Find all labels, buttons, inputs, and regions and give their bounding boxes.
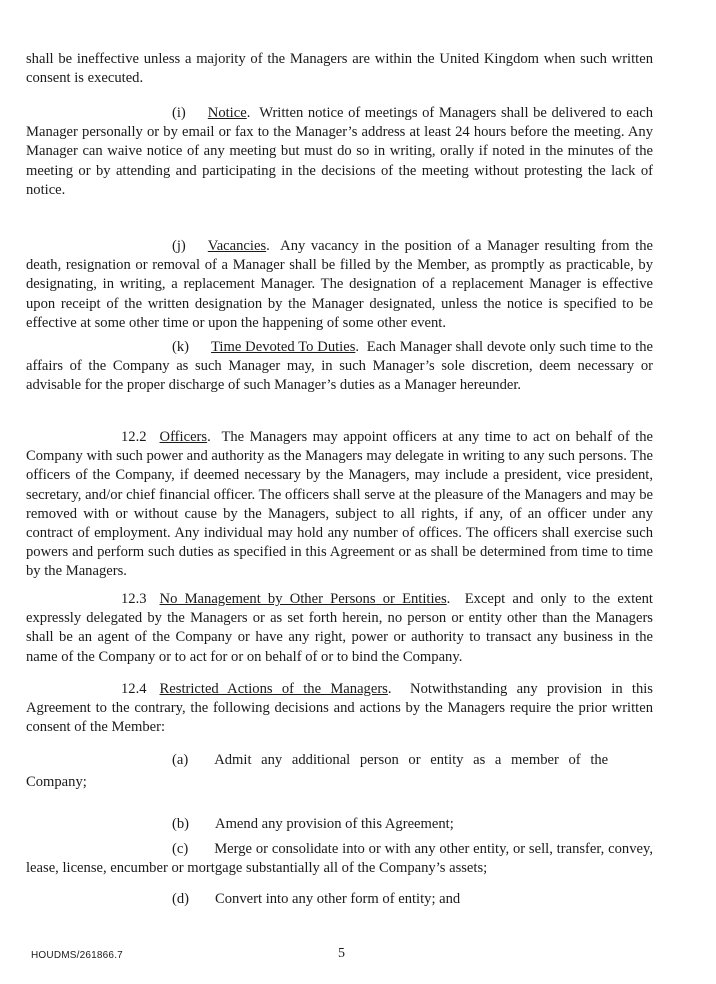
paragraph-k-time-devoted: (k) Time Devoted To Duties. Each Manager shall devote only such time to the affairs of the Company as such Manager may, in such Manager’s sole discretion, deem necessary or advisable for the proper discharge of such Manager’s duties as a Manager hereunder. xyxy=(26,339,654,394)
list-item-b xyxy=(172,815,454,834)
section-12-3-no-management: 12.3 No Management by Other Persons or Entities. Except and only to the extent expressly delegated by the Managers or as set forth herein, no person or entity other than the Managers shall be an agent of the Company or have any right, power or authority to transact any business in the name of the Company or to act for or on behalf of or to bind the Company. xyxy=(26,591,653,665)
list-item-a xyxy=(172,751,608,770)
section-number: 12.4 xyxy=(121,681,147,697)
item-text: Convert into any other form of entity; and xyxy=(215,891,461,907)
page-number: 5 xyxy=(338,946,345,961)
item-text: Merge or consolidate into or with any other entity, or sell, transfer, convey, lease, license, encumber or mortgage substantially all of the Company’s assets; xyxy=(26,841,653,877)
item-text: Admit any additional person or entity as a member of the xyxy=(214,752,609,768)
item-number: (d) xyxy=(172,891,190,907)
clause-heading: Time Devoted To Duties xyxy=(211,339,356,355)
clause-heading: Vacancies xyxy=(207,238,267,254)
paragraph-i-notice: (i) Notice. Written notice of meetings of Managers shall be delivered to each Manager personally or by email or fax to the Manager’s address at least 24 hours before the meeting. Any Manager can waive notice of any meeting but must do so in writing, orally if noted in the minutes of the meeting or by attending and participating in the decisions of the meeting without protesting the lack of notice. xyxy=(26,105,653,198)
clause-number: (i) xyxy=(172,105,186,121)
section-heading: No Management by Other Persons or Entities xyxy=(159,591,447,607)
section-12-4-restricted-actions: 12.4 Restricted Actions of the Managers. Notwithstanding any provision in this Agreement to the contrary, the following decisions and actions by the Managers require the prior written consent of the Member: xyxy=(26,681,653,736)
paragraph-j-vacancies: (j) Vacancies. Any vacancy in the position of a Manager resulting from the death, resignation or removal of a Manager shall be filled by the Member, as promptly as practicable, by designating, in writing, a replacement Manager. The designation of a replacement Manager is effective upon receipt of the written designation by the Manager designated, unless the notice is specified to be effective at some other time or upon the happening of some other event. xyxy=(26,238,653,331)
section-text: The Managers may appoint officers at any time to act on behalf of the Company with such power and authority as the Managers may delegate in writing to any such persons. The officers of the Company, if deemed necessary by the Managers, may include a president, vice president, secretary, and/or chief financial officer. The officers shall serve at the pleasure of the Managers and may be removed with or without cause by the Managers, subject to all rights, if any, of an officer under any contract of employment. Any individual may hold any number of offices. The officers shall exercise such powers and perform such duties as specified in this Agreement or as shall be determined from time to time by the Managers. xyxy=(26,429,653,580)
section-12-2-officers: 12.2 Officers. The Managers may appoint officers at any time to act on behalf of the Company with such power and authority as the Managers may delegate in writing to any such persons. The officers of the Company, if deemed necessary by the Managers, may include a president, vice president, secretary, and/or chief financial officer. The officers shall serve at the pleasure of the Managers and may be removed with or without cause by the Managers, subject to all rights, if any, of an officer under any contract of employment. Any individual may hold any number of offices. The officers shall exercise such powers and perform such duties as specified in this Agreement or as shall be determined from time to time by the Managers. xyxy=(26,429,653,580)
item-text: Amend any provision of this Agreement; xyxy=(215,816,454,832)
item-number: (a) xyxy=(172,752,189,768)
list-item-c xyxy=(26,840,653,878)
clause-heading: Notice xyxy=(207,105,247,121)
clause-text: Any vacancy in the position of a Manager resulting from the death, resignation or removal of a Manager shall be filled by the Member, as promptly as practicable, by designating, in writing, a replacement Manager. The designation of a replacement Manager is effective upon receipt of the written designation by the Manager designated, unless the notice is specified to be effective at some other time or upon the happening of some other event. xyxy=(26,238,653,331)
item-number: (c) xyxy=(172,841,189,857)
section-text: Except and only to the extent expressly delegated by the Managers or as set forth herein, no person or entity other than the Managers shall be an agent of the Company or have any right, power or authority to transact any business in the name of the Company or to act for or on behalf of or to bind the Company. xyxy=(26,591,653,665)
clause-number: (k) xyxy=(172,339,190,355)
clause-text: Written notice of meetings of Managers shall be delivered to each Manager personally or by email or fax to the Manager’s address at least 24 hours before the meeting. Any Manager can waive notice of any meeting but must do so in writing, orally if noted in the minutes of the meeting or by attending and participating in the decisions of the meeting without protesting the lack of notice. xyxy=(26,105,653,198)
paragraph-intro: shall be ineffective unless a majority of the Managers are within the United Kingdom when such written consent is executed. xyxy=(26,51,653,87)
clause-number: (j) xyxy=(172,238,186,254)
item-number: (b) xyxy=(172,816,190,832)
section-number: 12.3 xyxy=(121,591,147,607)
section-heading: Restricted Actions of the Managers xyxy=(159,681,388,697)
section-number: 12.2 xyxy=(121,429,147,445)
section-text: Notwithstanding any provision in this Agreement to the contrary, the following decisions and actions by the Managers require the prior written consent of the Member: xyxy=(26,681,653,736)
list-item-a-continuation: Company; xyxy=(26,774,87,790)
footer-document-id: HOUDMS/261866.7 xyxy=(31,950,123,961)
clause-text: Each Manager shall devote only such time to the affairs of the Company as such Manager may, in such Manager’s sole discretion, deem necessary or advisable for the proper discharge of such Manager’s duties as a Manager hereunder. xyxy=(26,339,654,394)
list-item-d xyxy=(172,890,460,909)
section-heading: Officers xyxy=(159,429,208,445)
